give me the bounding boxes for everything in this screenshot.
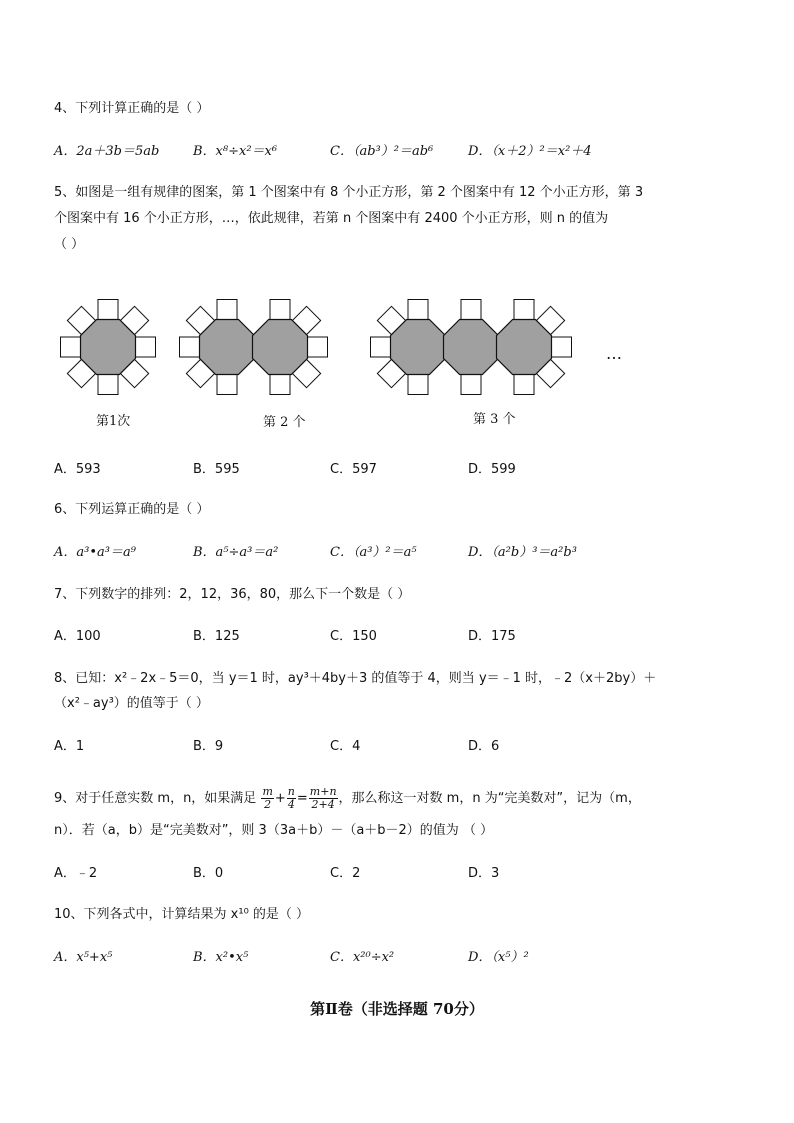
- q8-option-c: C．4: [330, 739, 361, 754]
- q9-fraction-m-over-2: [261, 786, 273, 811]
- section-title: 第Ⅱ卷（非选择题 70分）: [310, 1000, 484, 1018]
- octagon: [444, 320, 499, 375]
- q9-fraction-n-over-4: [287, 786, 296, 811]
- q8-option-d: D．6: [468, 739, 500, 754]
- q8-option-b: B．9: [193, 739, 224, 754]
- octagon: [391, 320, 446, 375]
- q10-options: [54, 949, 754, 967]
- q6-options: [54, 544, 754, 562]
- pattern-drawing: [61, 300, 572, 395]
- q9-stem-line2: n）．若（a，b）是“完美数对”，则 3（3a＋b）－（a＋b－2）的值为 （ ）: [54, 823, 494, 838]
- q10-option-b: B．x²•x⁵: [193, 950, 249, 965]
- q5-figure1-label: 第1次: [96, 414, 131, 429]
- small-square: [180, 337, 200, 357]
- q6-option-b: B．a⁵÷a³＝a²: [193, 545, 279, 560]
- q7-option-a: A．100: [54, 629, 101, 644]
- small-square: [98, 300, 118, 320]
- q4-option-b: B．x⁸÷x²＝x⁶: [193, 144, 278, 159]
- q9-option-d: D．3: [468, 866, 500, 881]
- q6-option-d: D．（a²b）³＝a²b³: [468, 545, 577, 560]
- q5-options: [54, 461, 754, 479]
- fraction-numerator: m+n: [309, 785, 337, 798]
- q7-option-d: D．175: [468, 629, 516, 644]
- q10-stem: 10、下列各式中，计算结果为 x¹⁰ 的是（ ）: [54, 907, 310, 922]
- small-square: [217, 300, 237, 320]
- q6-option-c: C．（a³）²＝a⁵: [330, 545, 417, 560]
- small-square: [308, 337, 328, 357]
- q9-option-c: C．2: [330, 866, 361, 881]
- q5-stem-line1: 5、如图是一组有规律的图案，第 1 个图案中有 8 个小正方形，第 2 个图案中有 12 个小正方形，第 3: [54, 185, 644, 200]
- small-square: [408, 375, 428, 395]
- q9-options: [54, 865, 754, 883]
- q10-option-a: A．x⁵+x⁵: [54, 950, 113, 965]
- q7-options: [54, 628, 754, 646]
- q8-stem-line1: 8、已知：x²﹣2x﹣5＝0，当 y＝1 时，ay³＋4by＋3 的值等于 4，则当 y＝﹣1 时，﹣2（x＋2by）＋: [54, 671, 657, 686]
- small-square: [270, 375, 290, 395]
- fraction-denominator: 2+4: [311, 798, 335, 811]
- q10-option-c: C．x²⁰÷x²: [330, 950, 395, 965]
- small-square: [461, 300, 481, 320]
- small-square: [98, 375, 118, 395]
- small-square: [136, 337, 156, 357]
- fraction-denominator: 2: [264, 798, 272, 811]
- q5-stem-line3: （ ）: [54, 237, 85, 252]
- q8-options: [54, 738, 754, 756]
- small-square: [270, 300, 290, 320]
- fraction-denominator: 4: [287, 798, 295, 811]
- octagon: [253, 320, 308, 375]
- fraction-numerator: n: [287, 785, 295, 798]
- q4-option-c: C．（ab³）²＝ab⁶: [330, 144, 434, 159]
- q10-option-d: D．（x⁵）²: [468, 950, 529, 965]
- q6-stem: 6、下列运算正确的是（ ）: [54, 502, 210, 517]
- q6-option-a: A．a³•a³＝a⁹: [54, 545, 136, 560]
- q9-equals-sign: =: [296, 791, 308, 806]
- q5-ellipsis: …: [606, 344, 622, 363]
- octagon: [497, 320, 552, 375]
- q4-options: [54, 143, 754, 161]
- q7-option-c: C．150: [330, 629, 377, 644]
- fraction-numerator: m: [262, 785, 273, 798]
- small-square: [461, 375, 481, 395]
- q5-figure3-label: 第 3 个: [473, 412, 516, 427]
- small-square: [371, 337, 391, 357]
- small-square: [217, 375, 237, 395]
- q9-stem-part2: ，那么称这一对数 m，n 为“完美数对”，记为（m，: [338, 791, 641, 806]
- q5-option-d: D．599: [468, 462, 516, 477]
- q7-stem: 7、下列数字的排列：2，12，36，80，那么下一个数是（ ）: [54, 587, 411, 602]
- q5-option-c: C．597: [330, 462, 377, 477]
- q5-stem-line2: 个图案中有 16 个小正方形，…，依此规律，若第 n 个图案中有 2400 个小正方形，则 n 的值为: [54, 211, 609, 226]
- q5-option-a: A．593: [54, 462, 101, 477]
- q4-stem: 4、下列计算正确的是（ ）: [54, 101, 210, 116]
- octagon: [81, 320, 136, 375]
- small-square: [61, 337, 81, 357]
- q8-stem-line2: （x²﹣ay³）的值等于（ ）: [54, 696, 209, 711]
- small-square: [408, 300, 428, 320]
- q5-figure2-label: 第 2 个: [263, 415, 306, 430]
- q4-option-a: A．2a＋3b＝5ab: [54, 144, 160, 159]
- q9-option-a: A．﹣2: [54, 866, 98, 881]
- q9-plus-sign: +: [274, 791, 286, 806]
- octagon: [200, 320, 255, 375]
- q5-pattern-figure: [50, 285, 650, 405]
- q9-option-b: B．0: [193, 866, 224, 881]
- q9-fraction-sum: [309, 786, 338, 811]
- small-square: [514, 300, 534, 320]
- q9-stem-part1: 9、对于任意实数 m，n，如果满足: [54, 791, 257, 806]
- q9-stem-line1: [54, 786, 641, 812]
- q4-option-d: D．（x＋2）²＝x²＋4: [468, 144, 592, 159]
- small-square: [552, 337, 572, 357]
- small-square: [514, 375, 534, 395]
- q7-option-b: B．125: [193, 629, 240, 644]
- q5-option-b: B．595: [193, 462, 240, 477]
- q8-option-a: A．1: [54, 739, 85, 754]
